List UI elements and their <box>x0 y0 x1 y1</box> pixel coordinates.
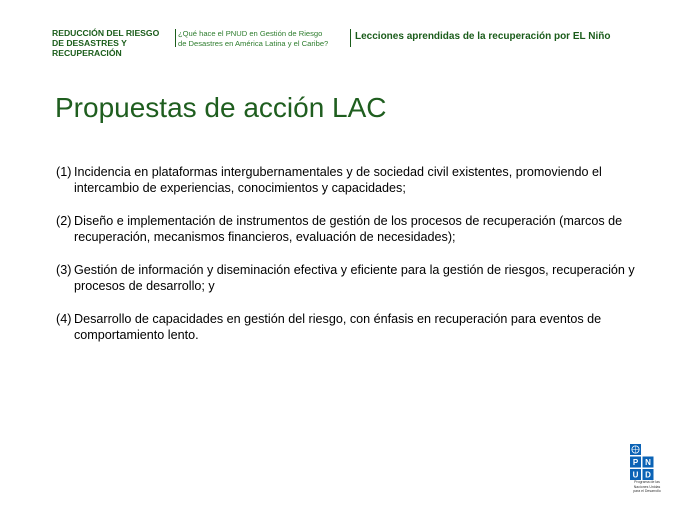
logo-letter: N <box>645 458 651 467</box>
proposal-item <box>56 164 646 196</box>
brand-line-2: DE DESASTRES Y <box>52 38 127 48</box>
item-text: Incidencia en plataformas intergubernamentales y de sociedad civil existentes, promoviendo el intercambio de experiencias, conocimientos y capacidades; <box>74 165 602 195</box>
item-text: Desarrollo de capacidades en gestión del riesgo, con énfasis en recuperación para eventos de comportamiento lento. <box>74 312 602 342</box>
proposal-item <box>56 213 646 245</box>
slide-header <box>0 0 688 66</box>
item-text: Gestión de información y diseminación efectiva y eficiente para la gestión de riesgos, recuperación y procesos de desarrollo; y <box>74 263 635 293</box>
undp-emblem-icon <box>630 444 664 480</box>
item-number: (3) <box>56 263 72 277</box>
proposal-item <box>56 311 646 343</box>
item-text: Diseño e implementación de instrumentos de gestión de los procesos de recuperación (marcos de recuperación, mecanismos financieros, evaluación de necesidades); <box>74 214 623 244</box>
brand-line-3: RECUPERACIÓN <box>52 48 122 58</box>
brand-label <box>52 28 174 58</box>
proposal-item <box>56 262 646 294</box>
item-number: (2) <box>56 214 72 228</box>
question-line-2: de Desastres en América Latina y el Caribe? <box>178 38 329 48</box>
logo-letter: D <box>645 470 651 480</box>
logo-letter: P <box>632 458 639 467</box>
logo-letter: U <box>632 470 639 480</box>
logo-caption: Programa de las Naciones Unidas para el Desarrollo <box>633 480 661 493</box>
item-number: (4) <box>56 312 72 326</box>
header-divider <box>175 29 176 47</box>
header-divider <box>350 29 351 47</box>
undp-logo <box>630 444 664 504</box>
item-number: (1) <box>56 165 72 179</box>
brand-line-1: REDUCCIÓN DEL RIESGO <box>52 28 160 38</box>
header-question <box>178 29 350 48</box>
question-line-1: ¿Qué hace el PNUD en Gestión de Riesgo <box>178 29 323 38</box>
proposal-list <box>56 164 646 360</box>
slide-title: Propuestas de acción LAC <box>55 92 387 123</box>
header-lessons-title: Lecciones aprendidas de la recuperación por EL Niño <box>355 31 611 42</box>
